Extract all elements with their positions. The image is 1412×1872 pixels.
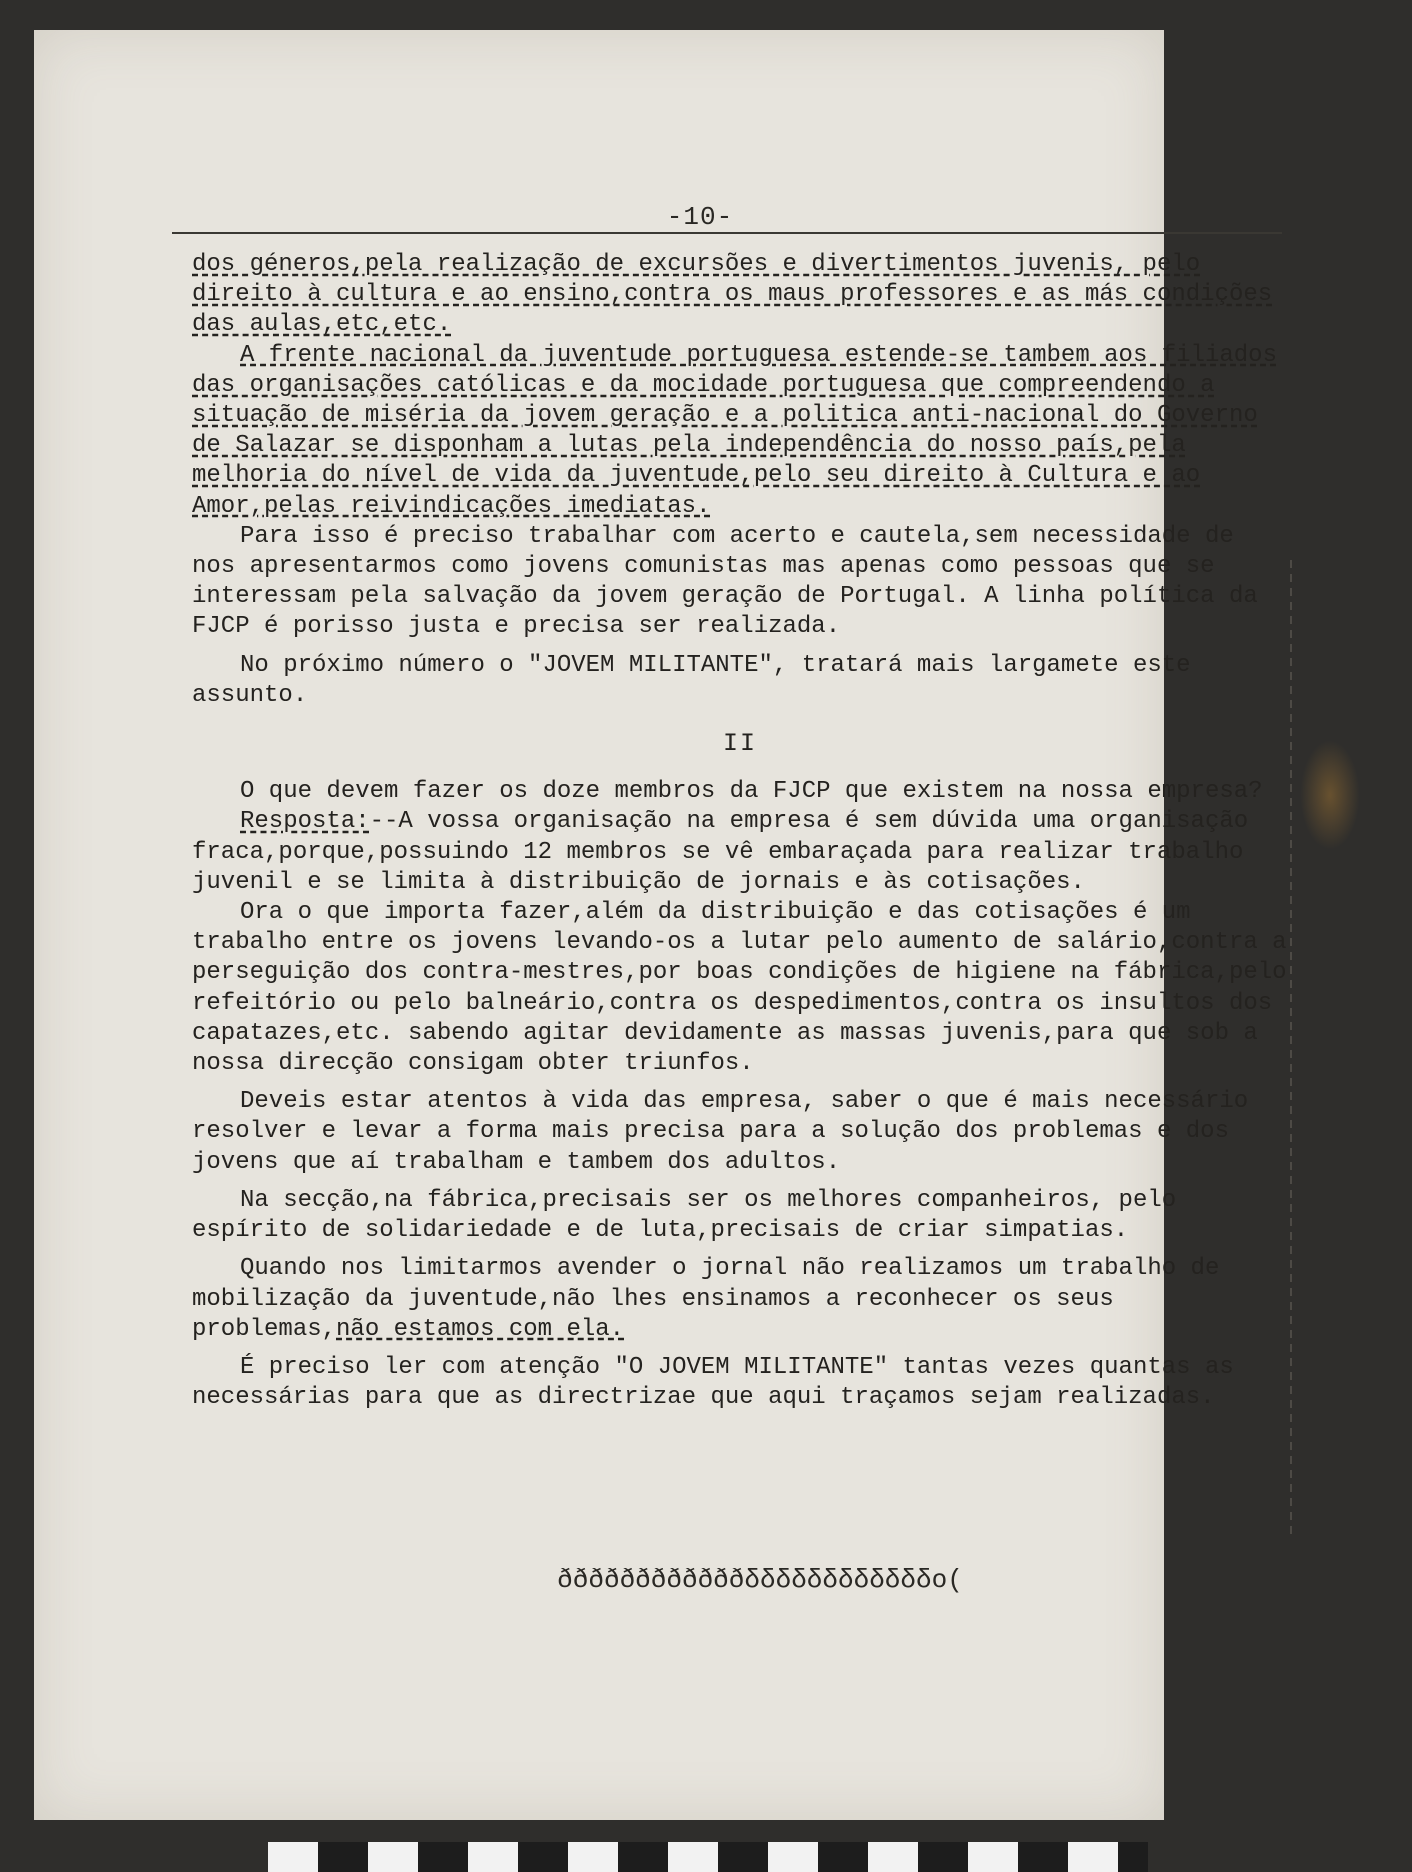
paragraph [192,807,1288,898]
header-rule [172,232,1282,234]
section-heading: II [722,729,757,759]
margin-mark [1290,560,1292,1540]
paragraph: dos géneros,pela realização de excursões e divertimentos juvenis, pelo direito à cultura e ao ensino,contra os maus professores e as más condições das aulas,etc,etc. [192,251,1273,339]
answer-text: --A vossa organisação na empresa é sem dúvida uma organisação fraca,porque,possuindo 12 membros se vê embaraçada para realizar trabalho juvenil e se limita à distribuição de jornais e às cotisações. [192,808,1249,896]
scale-ruler [268,1842,1148,1872]
paragraph: Deveis estar atentos à vida das empresa, saber o que é mais necessário resolver e levar a forma mais precisa para a solução dos problemas e dos jovens que aí trabalham e tambem dos adultos. [192,1088,1249,1176]
answer-label: Resposta: [240,808,370,836]
paragraph: A frente nacional da juventude portuguesa estende-se tambem aos filiados das organisações católicas e da mocidade portuguesa que compreendendo a situação de miséria da jovem geração e a politica anti-nacional do Governo de Salazar se disponham a lutas pela independência do nosso país,pela melhoria do nível de vida da juventude,pelo seu direito à Cultura e ao Amor,pelas reivindicações imediatas. [192,341,1277,520]
paragraph: É preciso ler com atenção "O JOVEM MILITANTE" tantas vezes quantas as necessárias para que as directrizae que aqui traçamos sejam realizadas. [192,1353,1234,1412]
page-number: -10- [666,202,734,232]
closing-separator: ððððððððððððδδδδδδδδδδδδo( [557,1565,963,1595]
paragraph: O que devem fazer os doze membros da FJCP que existem na nossa empresa? [240,778,1263,806]
underlined-phrase: não estamos com ela. [336,1315,625,1343]
paragraph: Na secção,na fábrica,precisais ser os melhores companheiros, pelo espírito de solidariedade e de luta,precisais de criar simpatias. [192,1186,1177,1245]
paragraph: Para isso é preciso trabalhar com acerto e cautela,sem necessidade de nos apresentarmos como jovens comunistas mas apenas como pessoas que se interessam pela salvação da jovem geração de Portugal. A linha política da FJCP é porisso justa e precisa ser realizada. [192,522,1258,641]
paragraph-text: Quando nos limitarmos avender o jornal não realizamos um trabalho de mobilização da juventude,não lhes ensinamos a reconhecer os seus problemas, [192,1255,1220,1343]
paragraph: Ora o que importa fazer,além da distribuição e das cotisações é um trabalho entre os jovens levando-os a lutar pelo aumento de salário,contra a perseguição dos contra-mestres,por boas condições de higiene na fábrica,pelo refeitório ou pelo balneário,contra os despedimentos,contra os insultos dos capatazes,etc. sabendo agitar devidamente as massas juvenis,para que sob a nossa direcção consigam obter triunfos. [192,899,1287,1078]
document-body [192,250,1288,1413]
paragraph: No próximo número o "JOVEM MILITANTE", tratará mais largamete este assunto. [192,651,1191,709]
paper-stain [1300,740,1360,850]
paragraph [192,1254,1288,1345]
